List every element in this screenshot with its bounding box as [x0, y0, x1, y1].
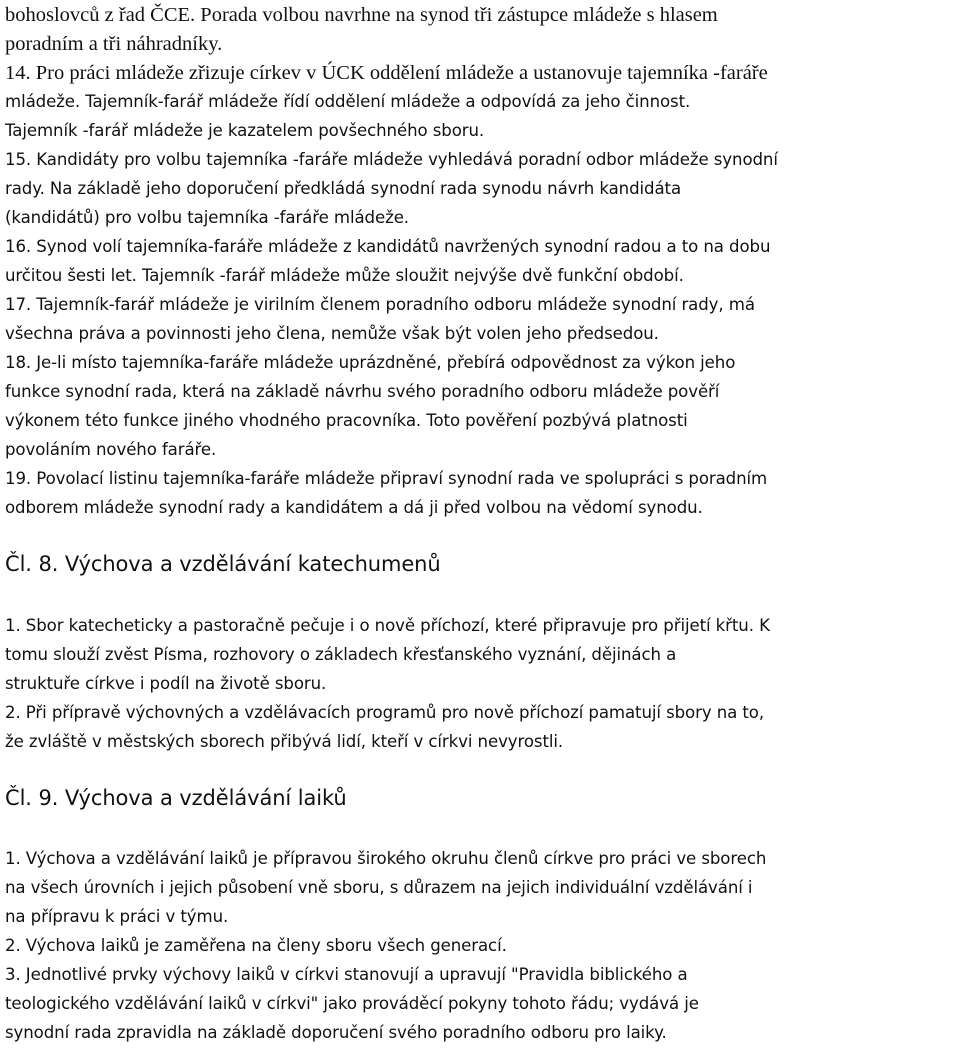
text-line: 17. Tajemník-farář mládeže je virilním členem poradního odboru mládeže synodní rady, má [5, 295, 755, 314]
text-line: bohoslovců z řad ČCE. Porada volbou navrhne na synod tři zástupce mládeže s hlasem [5, 4, 718, 26]
text-line: 15. Kandidáty pro volbu tajemníka -faráře mládeže vyhledává poradní odbor mládeže synodní [5, 150, 778, 169]
section-heading: Čl. 9. Výchova a vzdělávání laiků [5, 786, 347, 810]
text-line: 3. Jednotlivé prvky výchovy laiků v církvi stanovují a upravují "Pravidla biblického a [5, 965, 688, 984]
text-line: tomu slouží zvěst Písma, rozhovory o základech křesťanského vyznání, dějinách a [5, 645, 677, 664]
text-line: 18. Je-li místo tajemníka-faráře mládeže uprázdněné, přebírá odpovědnost za výkon jeho [5, 353, 736, 372]
text-line: Tajemník -farář mládeže je kazatelem povšechného sboru. [5, 121, 485, 140]
text-line: struktuře církve i podíl na životě sboru. [5, 674, 327, 693]
text-line: na přípravu k práci v týmu. [5, 907, 229, 926]
text-line: teologického vzdělávání laiků v církvi" jako prováděcí pokyny tohoto řádu; vydává je [5, 994, 699, 1013]
text-line: na všech úrovních i jejich působení vně sboru, s důrazem na jejich individuální vzdělávání i [5, 878, 753, 897]
text-line: 19. Povolací listinu tajemníka-faráře mládeže připraví synodní rada ve spolupráci s poradním [5, 469, 768, 488]
text-line: 14. Pro práci mládeže zřizuje církev v ÚCK oddělení mládeže a ustanovuje tajemníka -faráře [5, 62, 768, 84]
text-line: že zvláště v městských sborech přibývá lidí, kteří v církvi nevyrostli. [5, 732, 564, 751]
text-line: 1. Sbor katecheticky a pastoračně pečuje i o nově příchozí, které připravuje pro přijetí křtu. K [5, 616, 770, 635]
text-line: 2. Výchova laiků je zaměřena na členy sboru všech generací. [5, 936, 507, 955]
text-line: všechna práva a povinnosti jeho člena, nemůže však být volen jeho předsedou. [5, 324, 659, 343]
text-line: mládeže. Tajemník-farář mládeže řídí oddělení mládeže a odpovídá za jeho činnost. [5, 92, 691, 111]
text-line: funkce synodní rada, která na základě návrhu svého poradního odboru mládeže pověří [5, 382, 720, 401]
text-line: povoláním nového faráře. [5, 440, 217, 459]
text-line: určitou šesti let. Tajemník -farář mládeže může sloužit nejvýše dvě funkční období. [5, 266, 684, 285]
text-line: výkonem této funkce jiného vhodného pracovníka. Toto pověření pozbývá platnosti [5, 411, 688, 430]
text-line: (kandidátů) pro volbu tajemníka -faráře mládeže. [5, 208, 409, 227]
text-line: rady. Na základě jeho doporučení předkládá synodní rada synodu návrh kandidáta [5, 179, 682, 198]
section-heading: Čl. 8. Výchova a vzdělávání katechumenů [5, 552, 441, 576]
text-line: 16. Synod volí tajemníka-faráře mládeže z kandidátů navržených synodní radou a to na dobu [5, 237, 771, 256]
text-line: odborem mládeže synodní rady a kandidátem a dá ji před volbou na vědomí synodu. [5, 498, 703, 517]
text-line: 2. Při přípravě výchovných a vzdělávacích programů pro nově příchozí pamatují sbory na to, [5, 703, 765, 722]
text-line: synodní rada zpravidla na základě doporučení svého poradního odboru pro laiky. [5, 1023, 667, 1042]
text-line: poradním a tři náhradníky. [5, 33, 223, 55]
text-line: 1. Výchova a vzdělávání laiků je přípravou širokého okruhu členů církve pro práci ve sborech [5, 849, 767, 868]
